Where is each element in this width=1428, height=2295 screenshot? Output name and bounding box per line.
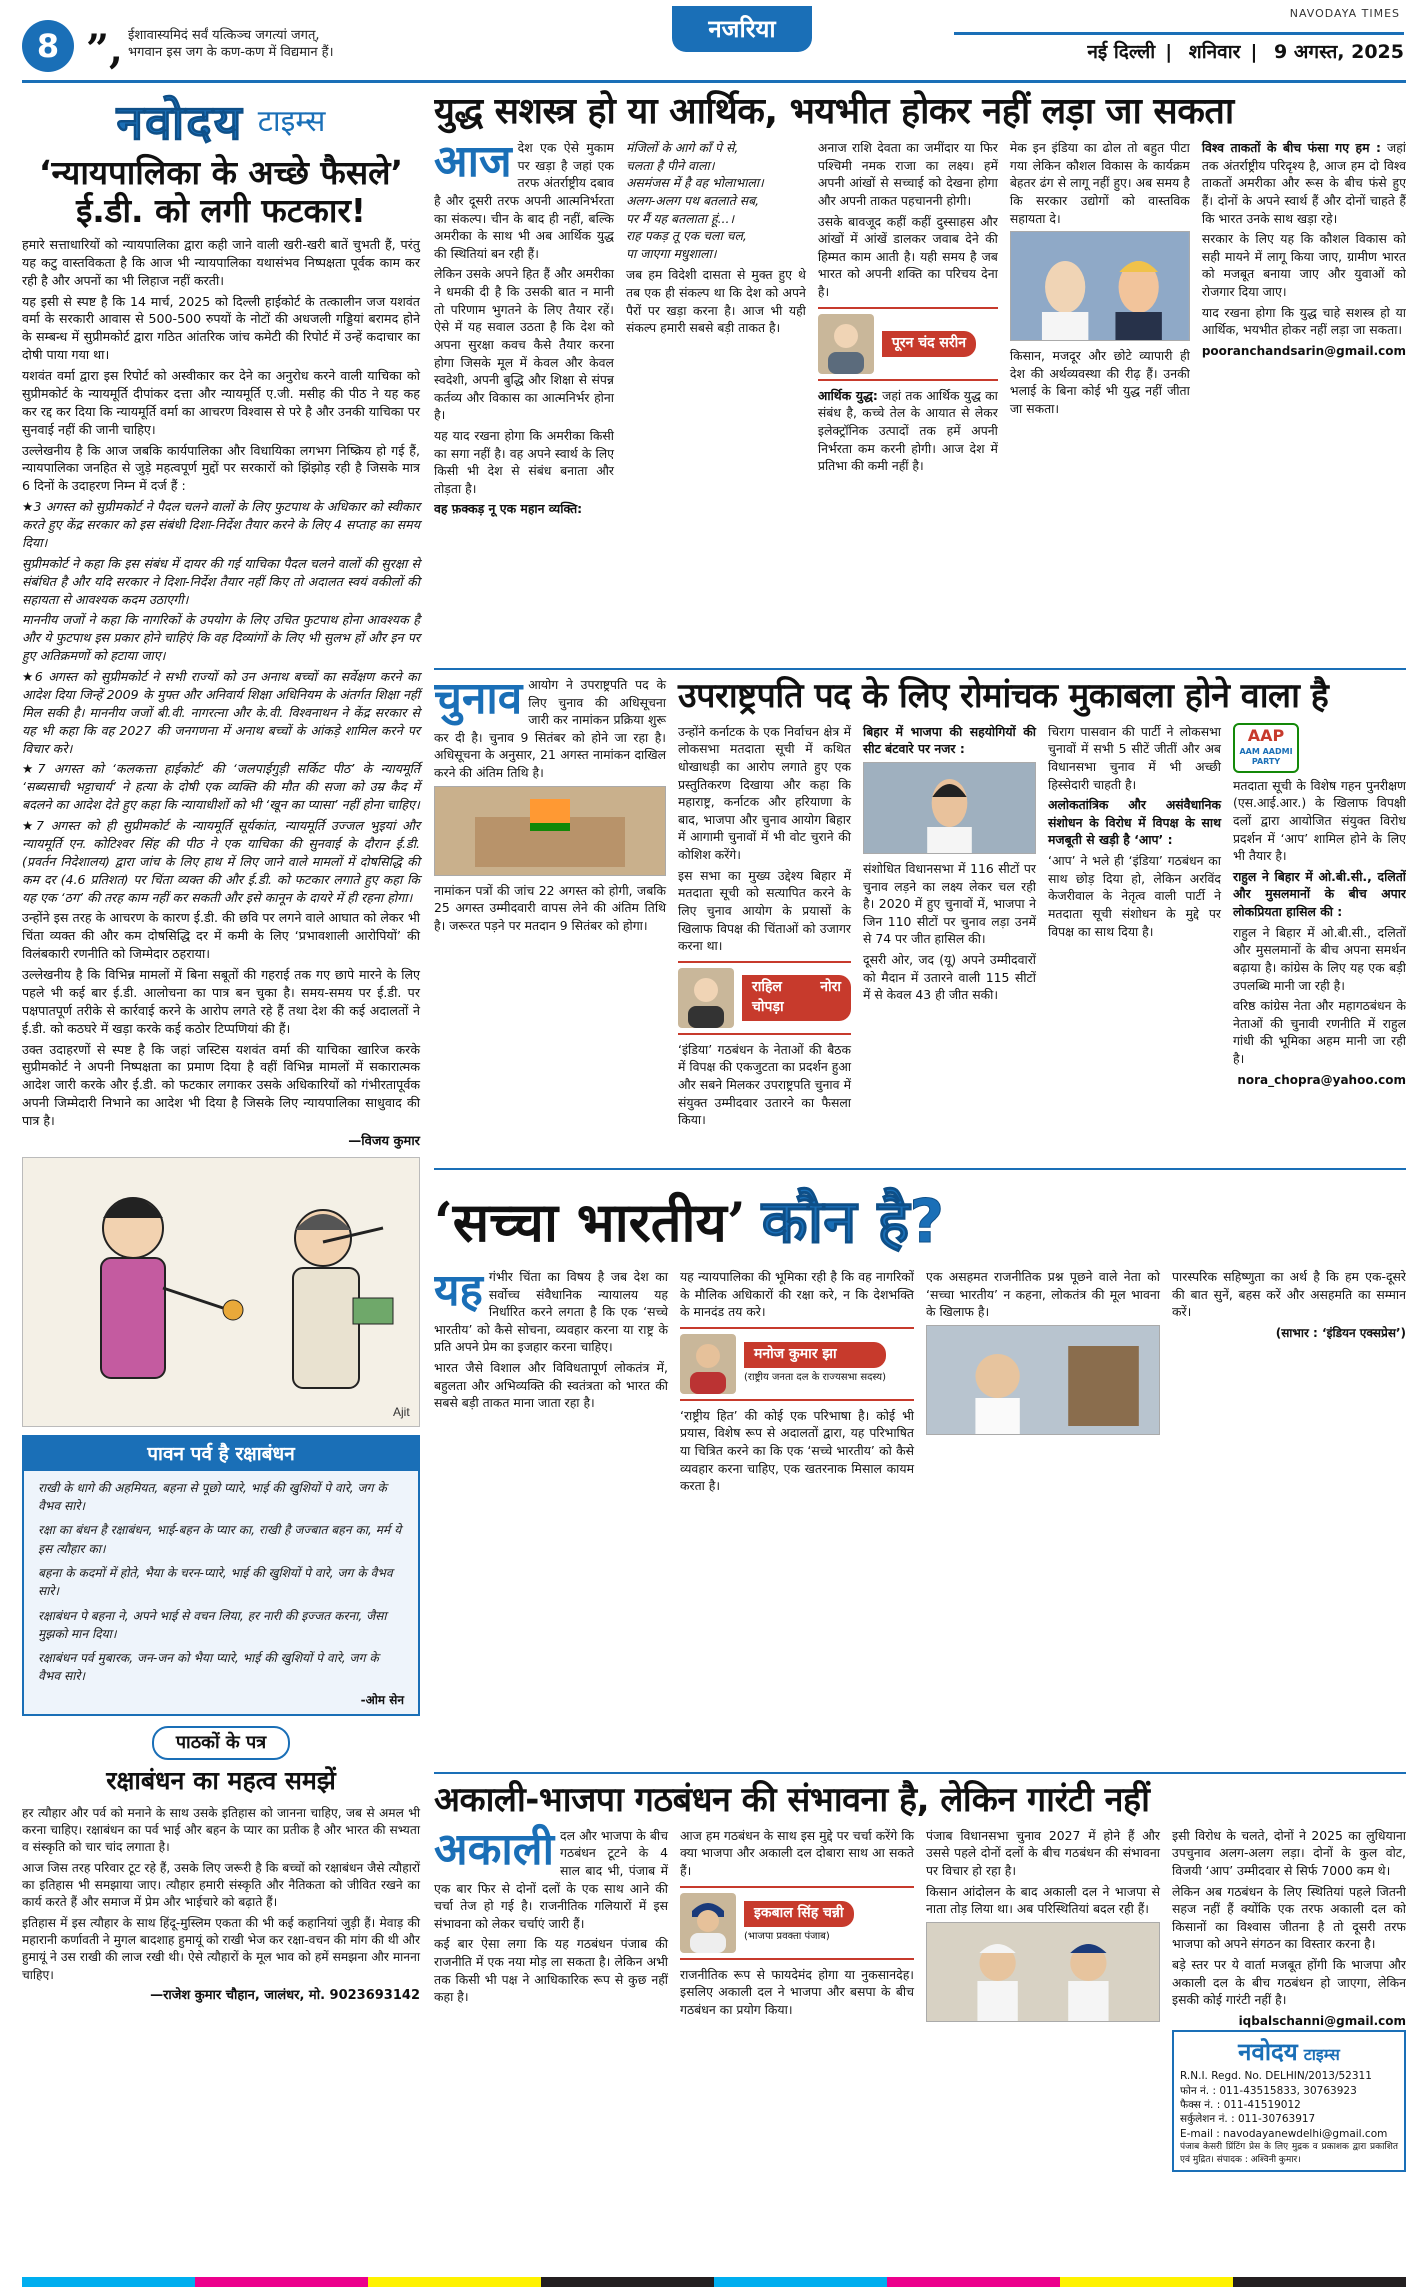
aap-logo-box (1233, 723, 1299, 773)
imprint-brand-main: नवोदय (1238, 2037, 1298, 2066)
editorial-paragraph: ★7 अगस्त को ही सुप्रीमकोर्ट के न्यायमूर्ति सूर्यकांत, न्यायमूर्ति उज्जल भुइयां और न्यायमूर्ति एन. कोटिश्वर सिंह की पीठ ने एक याचिका की सुनवाई के दौरान ई.डी. (प्रवर्तन निदेशालय) द्वारा जांच के लिए हाथ में लिए जाने वाले मामलों में दोषसिद्धि की कम दर (4.6 प्रतिशत) पर चिंता व्यक्त की और ई.डी. को फटकार लगाते हुए कहा कि यह एक ‘ठग’ की तरह काम नहीं कर सकती और इसे कानून के दायरे में ही रहना होगा। (22, 818, 420, 905)
poem-stanza: राखी के धागे की अहमियत, बहना से पूछो प्यारे, भाई की खुशियों पे वारे, जग के वैभव सारे। (38, 1480, 387, 1514)
akali-paragraph: कई बार ऐसा लगा कि यह गठबंधन पंजाब की राजनीति में एक नया मोड़ ला सकता है। लेकिन अभी तक किसी भी पक्ष ने आधिकारिक रूप से कुछ नहीं कहा है। (434, 1936, 668, 2005)
vp-paragraph: दूसरी ओर, जद (यू) अपने उम्मीदवारों को मैदान में उतारने वाली 115 सीटों में से केवल 43 ही जीत सकी। (863, 952, 1036, 1003)
indian-paragraph: एक असहमत राजनीतिक प्रश्न पूछने वाले नेता को ‘सच्चा भारतीय’ न कहना, लोकतंत्र की मूल भावना के खिलाफ है। (926, 1269, 1160, 1320)
indian-paragraph: गंभीर चिंता का विषय है जब देश का सर्वोच्च संवैधानिक न्यायालय यह निर्धारित करने लगता है कि एक ‘सच्चे भारतीय’ को कैसे सोचना, व्यवहार करना या राष्ट्र के प्रति अपने प्रेम का इजहार करना चाहिए। (434, 1269, 668, 1355)
vp-paragraph: उन्होंने कर्नाटक के एक निर्वाचन क्षेत्र में लोकसभा मतदाता सूची में कथित धोखाधड़ी का आरोप लगाते हुए एक प्रस्तुतिकरण दिखाया और कहा कि महाराष्ट्र, कर्नाटक और हरियाणा के बाद, भाजपा और चुनाव आयोग बिहार में आगामी चुनावों में भी वोट चुराने की कोशिश करेंगे। (678, 723, 851, 863)
letters-body (22, 1805, 420, 2005)
editorial-paragraph: माननीय जजों ने कहा कि नागरिकों के उपयोग के लिए उचित फुटपाथ होना आवश्यक है और ये फुटपाथ इस प्रकार होने चाहिएं कि वह दिव्यांगों के लिए भी सुलभ हों और इन पर हुए अतिक्रमणों को हटाया जाए। (22, 612, 420, 664)
cartoon-signature: Ajit (393, 1404, 410, 1419)
editorial-paragraph: सुप्रीमकोर्ट ने कहा कि इस संबंध में दायर की गई याचिका पैदल चलने वालों की सुरक्षा से संबंधित है और यदि सरकार ने दिशा-निर्देश तैयार नहीं किए तो अदालत स्वयं वकीलों की सहायता से आवश्यक कदम उठाएगी। (22, 555, 420, 607)
vp-paragraph: ‘इंडिया’ गठबंधन के नेताओं की बैठक में विपक्ष की एकजुटता का प्रदर्शन हुआ और सबने मिलकर उपराष्ट्रपति चुनाव में संयुक्त उम्मीदवार उतारने का फैसला किया। (678, 1041, 851, 1128)
war-paragraph: किसान, मजदूर और छोटे व्यापारी ही देश की अर्थव्यवस्था की रीढ़ हैं। उनकी भलाई के बिना कोई भी युद्ध नहीं जीता जा सकता। (1009, 348, 1190, 417)
war-email: pooranchandsarin@gmail.com (1201, 343, 1406, 358)
indian-paragraph: ‘राष्ट्रीय हित’ की कोई एक परिभाषा है। कोई भी प्रयास, विशेष रूप से अदालतों द्वारा, यह परिभाषित या चित्रित करने का कि एक ‘सच्चे भारतीय’ को कैसे व्यवहार करना चाहिए, एक खतरनाक मिसाल कायम करता है। (680, 1407, 914, 1494)
war-paragraph: सरकार के लिए यह कि कौशल विकास को सही मायने में लागू किया जाए, ग्रामीण भारत को मजबूत बनाया जाए और युवाओं को रोजगार दिया जाए। (1201, 231, 1406, 300)
vp-col-4 (1233, 723, 1406, 1132)
editorial-subtitle: ई.डी. को लगी फटकार! (76, 190, 366, 230)
author-photo (680, 1334, 736, 1394)
war-paragraph: मेक इन इंडिया का ढोल तो बहुत पीटा गया लेकिन कौशल विकास के कार्यक्रम बेहतर ढंग से लागू नहीं हुए। अब समय है कि सरकार उद्योगों को वास्तविक सहायता दे। (1009, 140, 1190, 226)
color-swatch (541, 2277, 714, 2287)
indian-col-1 (434, 1265, 668, 1498)
city: नई दिल्ली (1087, 41, 1156, 63)
indian-image (926, 1325, 1160, 1435)
imprint-publisher: पंजाब केसरी प्रिंटिंग प्रेस के लिए मुद्रक व प्रकाशक द्वारा प्रकाशित एवं मुद्रित। संपादक : अश्विनी कुमार। (1180, 2142, 1398, 2165)
war-poem-line: अलग-अलग पथ बतलाते सब, (625, 193, 760, 209)
vp-author-box (678, 961, 851, 1035)
letters-paragraph: हर त्यौहार और पर्व को मनाने के साथ उसके इतिहास को जानना चाहिए, जब से अमल भी करना चाहिए। रक्षाबंधन का पर्व भाई और बहन के प्यार का प्रतीक है और भारत की सभ्यता व संस्कृति को चार चांद लगाता है। (22, 1805, 420, 1855)
akali-paragraph: राजनीतिक रूप से फायदेमंद होगा या नुकसानदेह। इसलिए अकाली दल ने भाजपा और बसपा के बीच गठबंधन का प्रयोग किया। (680, 1966, 914, 2017)
war-headline: युद्ध सशस्त्र हो या आर्थिक, भयभीत होकर नहीं लड़ा जा सकता (434, 91, 1234, 132)
site-label: NAVODAYA TIMES (1289, 7, 1400, 20)
war-paragraph: जब हम विदेशी दासता से मुक्त हुए थे तब एक ही संकल्प था कि देश को अपने पैरों पर खड़ा करना है। आज भी यही संकल्प हमारी सबसे बड़ी ताकत है। (625, 267, 806, 336)
imprint-brand (1180, 2036, 1398, 2069)
indian-source: (साभार : ‘इंडियन एक्सप्रेस’) (1275, 1325, 1406, 1340)
letters-paragraph: आज जिस तरह परिवार टूट रहे हैं, उसके लिए जरूरी है कि बच्चों को रक्षाबंधन जैसे त्यौहारों का इतिहास भी समझाया जाए। त्यौहार हमारी संस्कृति और नैतिकता को जीवित रखने का कार्य करते हैं और समाज में प्रेम और भाईचारे को बढ़ाते हैं। (22, 1860, 420, 1910)
akali-image (926, 1922, 1160, 2022)
election-paragraph: नामांकन पत्रों की जांच 22 अगस्त को होगी, जबकि 25 अगस्त उम्मीदवारी वापस लेने की अंतिम तिथि है। जरूरत पड़ने पर मतदान 9 सितंबर को होगा। (434, 882, 666, 933)
akali-col-1 (434, 1823, 668, 2172)
header-rule (22, 80, 1406, 83)
cartoon-drawing (23, 1158, 420, 1427)
indian-article (434, 1176, 1406, 1766)
vp-col-2 (863, 723, 1036, 1132)
color-swatch (195, 2277, 368, 2287)
akali-author-sub: (भाजपा प्रवक्ता पंजाब) (744, 1930, 830, 1942)
poem-body (24, 1471, 418, 1686)
akali-col-3 (926, 1827, 1160, 2172)
poem-title: पावन पर्व है रक्षाबंधन (24, 1437, 418, 1471)
editorial-paragraph: उल्लेखनीय है कि विभिन्न मामलों में बिना सबूतों की गहराई तक गए छापे मारने के लिए पहले भी कई बार ई.डी. आलोचना का पात्र बन चुका है। समय-समय पर ई.डी. पर पक्षपातपूर्ण तरीके से कार्रवाई करने के आरोप लगते रहे हैं तथा देश की कई अदालतों ने ई.डी. को कठघरे में खड़ा करके कई कठोर टिप्पणियां की हैं। (22, 967, 420, 1036)
war-col-2 (626, 139, 806, 521)
vp-article (678, 676, 1406, 1162)
day: शनिवार (1188, 41, 1241, 63)
vp-section (434, 676, 1406, 1162)
war-image (1010, 231, 1190, 341)
date: 9 अगस्त, 2025 (1274, 41, 1404, 63)
imprint-brand-sub: टाइम्स (1303, 2044, 1340, 2064)
indian-headline-quote: ‘सच्चा भारतीय’ (434, 1189, 746, 1254)
war-poem-line: मंजिलों के आगे काँ पे से, (625, 140, 739, 156)
shloka-line-1: ईशावास्यमिदं सर्वं यत्किञ्च जगत्यां जगत्, (128, 28, 320, 43)
akali-paragraph: दल और भाजपा के बीच गठबंधन टूटने के 4 साल बाद भी, पंजाब में एक बार फिर से दोनों दलों के एक साथ आने की चर्चा तेज हो गई है। राजनीतिक गलियारों में इस संभावना को लेकर चर्चाएं जारी हैं। (434, 1827, 668, 1931)
vp-author-name: राहिल नोरा चोपड़ा (742, 975, 851, 1021)
akali-dropcap: अकाली (434, 1823, 555, 1875)
color-swatch (714, 2277, 887, 2287)
akali-paragraph: बड़े स्तर पर ये वार्ता मजबूत होंगी कि भाजपा और अकाली दल के बीच गठबंधन हो जाएगा, लेकिन इसकी कोई गारंटी नहीं है। (1172, 1957, 1406, 2008)
war-paragraph: जहां तक आर्थिक युद्ध का संबंध है, कच्चे तेल के आयात से लेकर इलेक्ट्रॉनिक उत्पादों तक हमें अपनी निर्भरता कम करनी होगी। आज देश में प्रतिभा की कमी नहीं है। (817, 387, 998, 474)
author-photo (680, 1893, 736, 1953)
shloka (128, 28, 334, 62)
akali-col-2 (680, 1827, 914, 2172)
war-subheading-2: आर्थिक युद्ध: (817, 387, 878, 403)
editorial-paragraph: हमारे सत्ताधारियों को न्यायपालिका द्वारा कही जाने वाली खरी-खरी बातें चुभती हैं, परंतु यह कटु वास्तविकता है कि आज भी न्यायपालिका यथासंभव निष्पक्षता पूर्वक काम कर रही है और अपनों का भी लिहाज नहीं करती। (22, 236, 420, 288)
akali-paragraph: इसी विरोध के चलते, दोनों ने 2025 का लुधियाना उपचुनाव अलग-अलग लड़ा। दोनों के कुल वोट, विजयी ‘आप’ उम्मीदवार से सिर्फ 7000 कम थे। (1172, 1827, 1406, 1879)
indian-paragraph: पारस्परिक सहिष्णुता का अर्थ है कि हम एक-दूसरे की बात सुनें, बहस करें और असहमति का सम्मान करें। (1172, 1269, 1406, 1320)
color-swatch (368, 2277, 541, 2287)
vp-photo (863, 762, 1036, 854)
separator (434, 668, 1406, 670)
war-poem-line: चलता है पीने वाला। (625, 157, 715, 173)
parliament-image (434, 786, 666, 876)
vp-paragraph: राहुल ने बिहार में ओ.बी.सी., दलितों और मुसलमानों के बीच अपना समर्थन बढ़ाया है। कांग्रेस के लिए यह एक बड़ी उपलब्धि मानी जा रही है। (1233, 924, 1406, 993)
election-notice (434, 676, 666, 1162)
indian-col-3 (926, 1268, 1160, 1498)
indian-author-sub: (राष्ट्रीय जनता दल के राज्यसभा सदस्य) (744, 1372, 886, 1384)
author-photo (818, 314, 874, 374)
indian-dropcap: यह (434, 1265, 483, 1316)
vp-col-3 (1048, 723, 1221, 1132)
brand-logo (22, 90, 420, 151)
print-color-bar (22, 2277, 1406, 2287)
main-area (434, 90, 1406, 2250)
indian-paragraph: यह न्यायपालिका की भूमिका रही है कि वह नागरिकों के मौलिक अधिकारों की रक्षा करे, न कि देशभक्ति के मानदंड तय करे। (680, 1269, 914, 1320)
brand-main: नवोदय (116, 95, 244, 151)
color-swatch (22, 2277, 195, 2287)
indian-author-box (680, 1327, 914, 1401)
brand-sub: टाइम्स (257, 104, 326, 139)
war-paragraph: यह याद रखना होगा कि अमरीका किसी का सगा नहीं है। वह अपने स्वार्थ के लिए किसी भी देश से संबंध बनाता और तोड़ता है। (434, 427, 614, 496)
section-title: नजरिया (672, 6, 812, 52)
war-paragraph: याद रखना होगा कि युद्ध चाहे सशस्त्र हो या आर्थिक, भयभीत होकर नहीं लड़ा जा सकता। (1201, 304, 1406, 338)
akali-paragraph: किसान आंदोलन के बाद अकाली दल ने भाजपा से नाता तोड़ लिया था। अब परिस्थितियां बदल रही हैं। (926, 1883, 1160, 1917)
vp-headline: उपराष्ट्रपति पद के लिए रोमांचक मुकाबला होने वाला है (678, 676, 1329, 716)
editorial-byline: —विजय कुमार (348, 1133, 420, 1149)
dateline: नई दिल्ली | शनिवार | 9 अगस्त, 2025 (954, 32, 1404, 65)
editorial-title: ‘न्यायपालिका के अच्छे फैसले’ (38, 153, 404, 192)
letters-title: रक्षाबंधन का महत्व समझें (106, 1766, 336, 1796)
war-poem-line: पर मैं यह बतलाता हूं...। (625, 210, 735, 226)
editorial-paragraph: यशवंत वर्मा द्वारा इस रिपोर्ट को अस्वीकार कर देने का अनुरोध करने वाली याचिका को सुप्रीमकोर्ट के न्यायमूर्ति दीपांकर दत्ता और न्यायमूर्ति ए.जी. मसीह की पीठ ने यह कह कर रद्द कर दिया कि न्यायमूर्ति वर्मा का आचरण विश्वास से परे है और उनकी याचिका पर सुनवाई नहीं की जानी चाहिए। (22, 368, 420, 437)
war-paragraph: उसके बावजूद कहीं कहीं दुस्साहस और आंखों में आंखें डालकर जवाब देने की हिम्मत काम आती है। यही समय है जब भारत को अपनी शक्ति का परिचय देना है। (817, 213, 998, 300)
war-col-1 (434, 136, 614, 521)
aap-logo-sub: AAM AADMI PARTY (1239, 746, 1293, 766)
letters-section (22, 1726, 420, 2005)
separator (434, 1168, 1406, 1170)
akali-paragraph: पंजाब विधानसभा चुनाव 2027 में होने हैं और उससे पहले दोनों दलों के बीच गठबंधन की संभावना पर विचार हो रहा है। (926, 1827, 1160, 1879)
akali-author-name: इकबाल सिंह चन्नी (744, 1901, 854, 1927)
cartoon (22, 1157, 420, 1427)
editorial-paragraph: ★3 अगस्त को सुप्रीमकोर्ट ने पैदल चलने वालों के लिए फुटपाथ के अधिकार को स्वीकार करते हुए केंद्र सरकार को इस संबंधी दिशा-निर्देश तैयार करने के लिए 4 सप्ताह का समय दिया। (22, 499, 420, 550)
aap-logo-text: AAP (1247, 725, 1285, 745)
war-poem-line: असमंजस में है वह भोलाभाला। (625, 175, 764, 191)
letters-byline: —राजेश कुमार चौहान, जालंधर, मो. 9023693142 (150, 1988, 420, 2004)
akali-paragraph: आज हम गठबंधन के साथ इस मुद्दे पर चर्चा करेंगे कि क्या भाजपा और अकाली दल दोबारा साथ आ सकते हैं। (680, 1827, 914, 1879)
indian-headline-kaun: कौन है? (761, 1186, 945, 1257)
election-dropcap: चुनाव (434, 676, 523, 724)
indian-author-name: मनोज कुमार झा (744, 1342, 886, 1368)
editorial-paragraph: ★6 अगस्त को सुप्रीमकोर्ट ने सभी राज्यों को उन अनाथ बच्चों का सर्वेक्षण करने का आदेश दिया जिन्हें 2009 के मुफ्त और अनिवार्य शिक्षा अधिनियम के अंतर्गत शिक्षा नहीं मिल सकी है। माननीय जजों बी.वी. नागरत्ना और के.वी. विश्वनाथन ने केंद्र सरकार से यह भी कहा कि वह 2027 की जनगणना में अनाथ बच्चों के आंकड़े शामिल करने पर विचार करे। (22, 669, 420, 756)
poem-box (22, 1435, 420, 1717)
aap-logo (1233, 723, 1406, 773)
vp-paragraph: वरिष्ठ कांग्रेस नेता और महागठबंधन के नेताओं की चुनावी रणनीति में राहुल गांधी की भूमिका अहम मानी जा रही है। (1233, 998, 1406, 1066)
indian-headline (434, 1176, 1406, 1268)
editorial-paragraph: यह इसी से स्पष्ट है कि 14 मार्च, 2025 को दिल्ली हाईकोर्ट के तत्कालीन जज यशवंत वर्मा के सरकारी आवास से 500-500 रुपयों के नोटों की अधजली गड्डियां बरामद होने के सम्बन्ध में सुप्रीमकोर्ट द्वारा गठित आंतरिक जांच कमेटी की रिपोर्ट में उन्हें कदाचार का दोषी पाया गया था। (22, 293, 420, 363)
war-paragraph: अनाज राशि देवता का जमींदार या फिर पश्चिमी नमक राजा का लक्ष्य। हमें अपनी आंखों से सच्चाई को देखना होगा और अपनी ताकत पहचाननी होगी। (817, 140, 998, 209)
poem-stanza: रक्षाबंधन पर्व मुबारक, जन-जन को भैया प्यारे, भाई की खुशियों पे वारे, जग के वैभव सारे। (38, 1651, 379, 1684)
war-dropcap: आज (434, 136, 512, 188)
shloka-line-2: भगवान इस जग के कण-कण में विद्यमान हैं। (128, 44, 334, 60)
poem-stanza: बहना के कदमों में होते, भैया के चरन-प्यारे, भाई की खुशियों पे वारे, जग के वैभव सारे। (38, 1566, 393, 1599)
editorial-paragraph: उक्त उदाहरणों से स्पष्ट है कि जहां जस्टिस यशवंत वर्मा की याचिका खारिज करके सुप्रीमकोर्ट ने अपनी निष्पक्षता का प्रमाण दिया है वहीं विभिन्न मामलों में सकारात्मक आदेश जारी करके और ई.डी. को फटकार लगाकर उसके अधिकारियों को गंभीरतापूर्वक अपनी जिम्मेदारी निभाने का आदेश भी दिया है जिसके लिए न्यायपालिका साधुवाद की पात्र है। (22, 1041, 420, 1128)
election-paragraph: आयोग ने उपराष्ट्रपति पद के लिए चुनाव की अधिसूचना जारी कर नामांकन प्रक्रिया शुरू कर दी है। चुनाव 9 सितंबर को होने जा रहा है। अधिसूचना के अनुसार, 21 अगस्त नामांकन दाखिल करने की अंतिम तिथि है। (434, 677, 666, 781)
poem-byline: -ओम सेन (360, 1692, 404, 1707)
vp-paragraph: मतदाता सूची के विशेष गहन पुनरीक्षण (एस.आई.आर.) के खिलाफ विपक्षी दलों द्वारा आयोजित संयुक्त विरोध प्रदर्शन में ‘आप’ शामिल होने के लिए भी तैयार है। (1233, 777, 1406, 864)
imprint-rni: R.N.I. Regd. No. DELHIN/2013/52311 (1180, 2070, 1372, 2083)
page-number: 8 (22, 20, 74, 72)
letters-paragraph: इतिहास में इस त्यौहार के साथ हिंदू-मुस्लिम एकता की भी कई कहानियां जुड़ी हैं। मेवाड़ की महारानी कर्णावती ने मुगल बादशाह हुमायूं को राखी भेज कर रक्षा-वचन की मांग की थी और हुमायूं ने उस राखी की लाज रखी थी। ऐसे त्यौहारों के मूल भाव को हमें समझना और मानना चाहिए। (22, 1915, 420, 1982)
war-poem-line: पा जाएगा मधुशाला। (625, 245, 717, 261)
war-paragraph: देश एक ऐसे मुकाम पर खड़ा है जहां एक तरफ अंतर्राष्ट्रीय दबाव है और दूसरी तरफ अपनी आत्मनिर्भरता का संकल्प। चीन के बाद ही नहीं, बल्कि अमरीका के साथ भी अब आर्थिक युद्ध की स्थितियां बन रही हैं। (434, 140, 614, 261)
vp-paragraph: ‘आप’ ने भले ही ‘इंडिया’ गठबंधन का साथ छोड़ दिया हो, लेकिन अरविंद केजरीवाल के नेतृत्व वाली पार्टी ने मतदाता सूची संशोधन के मुद्दे पर विपक्ष का साथ दिया है। (1048, 853, 1221, 939)
left-column (22, 90, 420, 2005)
poem-stanza: रक्षाबंधन पे बहना ने, अपने भाई से वचन लिया, हर नारी की इज्जत करना, जैसा मुझको मान दिया। (38, 1608, 387, 1641)
editorial-body (22, 236, 420, 1151)
war-paragraph: जहां तक अंतर्राष्ट्रीय परिदृश्य है, आज हम दो विश्व ताकतों अमरीका और रूस के बीच फंसे हुए हैं। दोनों के अपने स्वार्थ हैं और दोनों चाहते हैं कि भारत उनके साथ खड़ा रहे। (1201, 140, 1406, 226)
color-swatch (1233, 2277, 1406, 2287)
vp-paragraph: संशोधित विधानसभा में 116 सीटों पर चुनाव लड़ने का लक्ष्य लेकर चल रही है। 2020 में हुए चुनावों में, भाजपा ने जिन 110 सीटों पर चुनाव लड़ा उनमें से 74 पर जीत हासिल की। (863, 861, 1036, 947)
imprint-email: E-mail : navodayanewdelhi@gmail.com (1180, 2127, 1388, 2140)
vp-email: nora_chopra@yahoo.com (1237, 1072, 1406, 1087)
letters-label: पाठकों के पत्र (152, 1726, 290, 1760)
indian-col-2 (680, 1268, 914, 1498)
color-swatch (887, 2277, 1060, 2287)
war-poem (626, 139, 806, 262)
akali-paragraph: लेकिन अब गठबंधन के लिए स्थितियां पहले जितनी सहज नहीं हैं क्योंकि एक तरफ अकाली दल को किसानों का विश्वास जीतना है तो दूसरी तरफ भाजपा को अपने संगठन का विस्तार करना है। (1172, 1883, 1406, 1952)
color-swatch (1060, 2277, 1233, 2287)
imprint-fax: फैक्स नं. : 011-41519012 (1180, 2099, 1301, 2111)
poem-stanza: रक्षा का बंधन है रक्षाबंधन, भाई-बहन के प्यार का, राखी है जज्बात बहन का, मर्म ये इस त्यौहार का। (38, 1523, 402, 1556)
vp-subheading-3: राहुल ने बिहार में ओ.बी.सी., दलितों और मुसलमानों के बीच अपार लोकप्रियता हासिल की : (1233, 868, 1406, 920)
indian-col-4 (1172, 1268, 1406, 1498)
war-subheading: वह फ़क्कड़ नू एक महान व्यक्ति: (434, 501, 583, 517)
akali-col-4 (1172, 1827, 1406, 2172)
war-paragraph: लेकिन उसके अपने हित हैं और अमरीका ने धमकी दी है कि उसकी बात न मानी तो परिणाम भुगतने के लिए तैयार रहें। ऐसे में यह सवाल उठता है कि देश को अपना सुरक्षा कवच कैसे तैयार करना होगा जिसके मूल में केवल और केवल स्वदेशी, अपनी बुद्धि और शिक्षा से संपन्न कर्तव्य और विकास का आत्मनिर्भर होना है। (434, 266, 614, 423)
akali-article (434, 1780, 1406, 2250)
separator (434, 1772, 1406, 1774)
imprint-circulation: सर्कुलेशन नं. : 011-30763917 (1180, 2113, 1316, 2126)
page-header (0, 0, 1428, 82)
war-article (434, 90, 1406, 662)
war-author-name: पूरन चंद सरीन (882, 331, 976, 357)
editorial-paragraph: ★7 अगस्त को ‘कलकत्ता हाईकोर्ट’ की ‘जलपाईगुड़ी सर्किट पीठ’ के न्यायमूर्ति ‘सब्यसाची भट्टाचार्य’ ने हत्या के दोषी एक व्यक्ति की मौत की सजा को उम्र कैद में बदलने का आदेश देते हुए कहा कि न्यायाधीशों को भी ‘खून का प्यासा’ नहीं होना चाहिए। (22, 761, 420, 813)
war-col-3 (818, 139, 998, 521)
imprint-phone: फोन नं. : 011-43515833, 30763923 (1180, 2084, 1357, 2097)
indian-paragraph: भारत जैसे विशाल और विविधतापूर्ण लोकतंत्र में, बहुलता और अभिव्यक्ति की स्वतंत्रता को भारत की सबसे बड़ी ताकत माना जाता रहा है। (434, 1360, 668, 1411)
akali-email: iqbalschanni@gmail.com (1238, 2013, 1406, 2028)
war-poem-line: राह पकड़ तू एक चला चल, (625, 228, 747, 244)
editorial-paragraph: उल्लेखनीय है कि आज जबकि कार्यपालिका और विधायिका लगभग निष्क्रिय हो गई हैं, न्यायपालिका जनहित से जुड़े महत्वपूर्ण मुद्दों पर सरकारों को झिंझोड़ रही है जिसके मात्र 6 दिनों के उदाहरण निम्न में दर्ज हैं : (22, 442, 420, 494)
quote-mark: ”, (86, 26, 123, 73)
vp-subheading: बिहार में भाजपा की सहयोगियों की सीट बंटवारे पर नजर : (863, 723, 1036, 757)
war-col-5 (1202, 139, 1406, 521)
vp-paragraph: चिराग पासवान की पार्टी ने लोकसभा चुनावों में सभी 5 सीटें जीतीं और अब विधानसभा चुनाव में भी अच्छी हिस्सेदारी चाहती है। (1048, 723, 1221, 792)
editorial-paragraph: उन्होंने इस तरह के आचरण के कारण ई.डी. की छवि पर लगने वाले आघात को लेकर भी चिंता व्यक्त की और कम दोषसिद्धि दर में कमी के लिए ‘प्रभावशाली आरोपियों’ की विलंबकारी रणनीति को जिम्मेदार ठहराया। (22, 910, 420, 962)
author-photo (678, 968, 734, 1028)
akali-headline: अकाली-भाजपा गठबंधन की संभावना है, लेकिन गारंटी नहीं (434, 1780, 1150, 1820)
war-subheading-3: विश्व ताकतों के बीच फंसा गए हम : (1201, 140, 1381, 156)
imprint-box (1172, 2030, 1406, 2172)
akali-author-box (680, 1886, 914, 1960)
vp-paragraph: इस सभा का मुख्य उद्देश्य बिहार में मतदाता सूची को सत्यापित करने के लिए चुनाव आयोग के प्रयासों के खिलाफ विपक्ष की चिंताओं को उजागर करना था। (678, 867, 851, 954)
vp-subheading-2: अलोकतांत्रिक और असंवैधानिक संशोधन के विरोध में विपक्ष के साथ मजबूती से खड़ी है ‘आप’ : (1048, 797, 1221, 848)
war-col-4 (1010, 139, 1190, 521)
war-author-box (818, 307, 998, 381)
vp-col-1 (678, 723, 851, 1132)
letters-header (22, 1726, 420, 1760)
